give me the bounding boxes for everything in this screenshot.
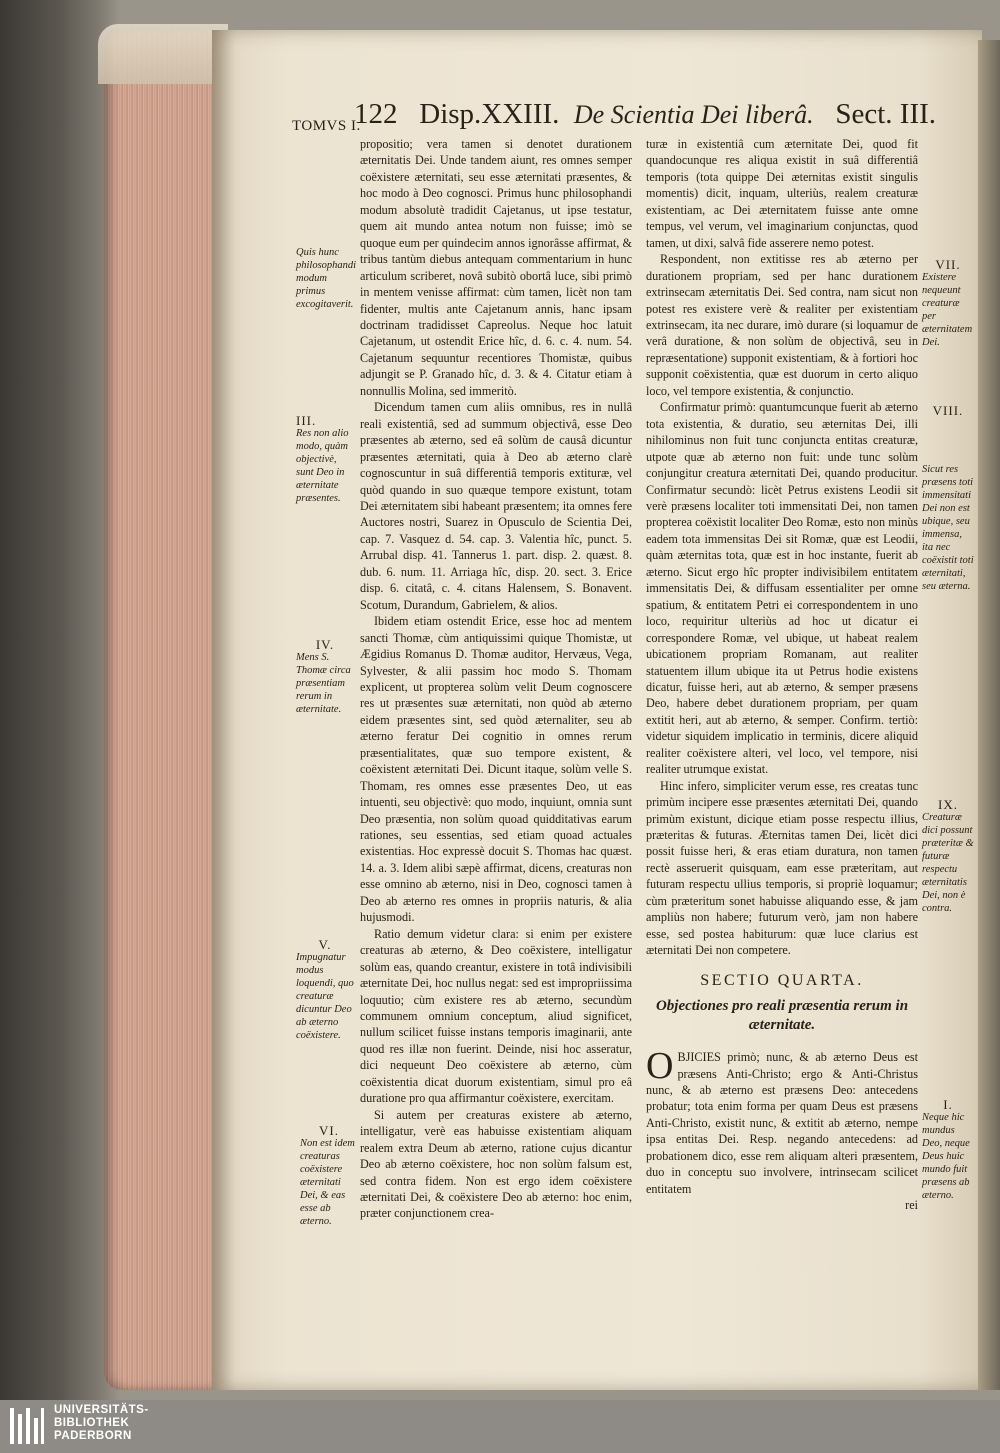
logo-line: UNIVERSITÄTS- <box>54 1404 149 1416</box>
paragraph: propositio; vera tamen si denotet durationem æternitatis Dei. Unde tandem aiunt, res omnes semper coëxistere æternitati, seu esse æternitati præsentes, & hoc modo à Deo cognosci. Primus hunc philosophandi modum absolutè tradidit Cajetanus, ut ipse testatur, quem ait mundo antea notum non fuisse; imò se quoque eum per quindecim annos ignorâsse affirmat, & tribus tantùm diebus antequam commentarium in hunc articulum scriberet, novâ subitò obortâ luce, sibi primò in mentem venisse affirmat: cùm tamen, licèt non tam fidenter, multis ante Cajetanum annis, hanc ipsam doctrinam tradidisset Capreolus. Neque hoc latuit Cajetanum, ut ostendit Erice hîc, d. 6. c. 4. num. 54. Cajetanum sequuntur recentiores Thomistæ, quibus adjungit se P. Granado hîc, d. 3. & 4. Citatur etiam à nonnullis Molina, sed immeritò. <box>360 137 632 398</box>
page-title: De Scientia Dei liberâ. <box>573 100 814 129</box>
left-margin-note-5 <box>300 1124 358 1228</box>
margin-text: Neque hic mundus Deo, neque Deus huic mundo fuit præsens ab æterno. <box>922 1112 970 1201</box>
book-fore-edge <box>104 28 216 1390</box>
section-label: Sect. III. <box>835 98 937 130</box>
logo-line: PADERBORN <box>54 1430 132 1442</box>
library-logo-icon <box>8 1404 46 1448</box>
paragraph-text: BJICIES primò; nunc, & ab æterno Deus est præsens Anti-Christo; ergo & Anti-Christus nunc, & ab æterno est præsens Deo: antecedens probatur; tota enim forma per quam Deus est præsens Anti-Christo, existit nunc, & extitit ab æterno, nempe ipsa entitas Dei. Resp. negando antecedens: ad probationem dico, esse rem aliquam alteri præsentem, duo in conceptu suo involvere, intrinsecam scilicet entitatem <box>646 1050 918 1196</box>
margin-text: Res non alio modo, quàm objectivè, sunt Deo in æternitate præsentes. <box>296 428 349 504</box>
paragraph: Hinc infero, simpliciter verum esse, res creatas tunc primùm incipere esse præsentes æternitati Dei, quando primùm existunt, dicique etiam posse respectu illius, præteritas & futuras. Æternitas tamen Dei, licèt dici possit fuisse heri, & eras etiam duratura, non tamen rectè asseruerit quisquam, eam esse præteritam, aut futuram respectu ullius temporis, si propriè loquamur; cùm præteritum sonet habuisse aliquando esse, & jam ampliùs non habere; futurum verò, jam non habere esse, sed postea habiturum: quæ luce clarius est æternitati Dei non competere. <box>646 778 918 958</box>
left-margin-note-4 <box>296 938 354 1042</box>
paragraph: Si autem per creaturas existere ab æterno, intelligatur, verè eas habuisse existentiam aliquam realem extra Deum ab æterno, ratione cujus dicantur Deo ab æterno coëxistere, hoc non solùm falsum est, sed contra fidem. Non est ergo idem coëxistere æternitati Dei, & coëxistere Deo ab æterno: hoc enim, præter conjunctionem crea- <box>360 1107 632 1221</box>
catchword: rei <box>905 1198 918 1213</box>
margin-number: IV. <box>315 637 335 652</box>
margin-text: Mens S. Thomæ circa præsentiam rerum in æternitate. <box>296 652 351 715</box>
paragraph: Ibidem etiam ostendit Erice, esse hoc ad mentem sancti Thomæ, cùm antiquissimi quique Thomistæ, ut Ægidius Romanus D. Thomæ auditor, Hervæus, Vega, Sylvester, & alii passim hoc modo S. Thomam explicent, ut propterea solùm velit Deum cognoscere res ut præsentes suæ æternitati, non quòd ab æterno eidem præsentes sint, sed quòd æternaliter, seu ab æterno feratur Dei cognitio in omnes rerum præsentialitates, quæ suo tempore existent, & coëxistent æternitati Dei. Dicunt itaque, solùm velle S. Thomam, res omnes esse præsentes Deo, ut eas intuenti, seu objectivè: quo modo, inquiunt, omnia sunt Deo præsentia, non solùm quoad quidditativas earum rationes, seu essentias, sed etiam quoad actuales existentias. Hoc expressè docuit S. Thomas hac quæst. 14. a. 3. Idem alibi sæpè affirmat, dicens, creaturas non esse omnino ab æterno, nisi in Deo, cognosci tamen à Deo ab æterno res omnes in propriis naturis, & alia hujusmodi. <box>360 614 632 925</box>
margin-text: Creaturæ dici possunt præteritæ & futuræ respectu æternitatis Dei, non è contra. <box>922 812 974 914</box>
book-corner <box>98 24 228 84</box>
page-number: 122 <box>354 98 398 130</box>
right-margin-note-2 <box>922 404 974 593</box>
margin-number: VII. <box>935 257 961 272</box>
library-footer-bar <box>0 1400 1000 1453</box>
disputation-label: Disp.XXIII. <box>419 98 560 130</box>
page-gutter <box>978 40 1000 1390</box>
section-heading: SECTIO QUARTA. <box>700 971 864 989</box>
paragraph: Confirmatur primò: quantumcunque fuerit ab æterno tota existentia, & duratio, seu æternitas Dei, illi nihilominus non fuit tunc conjuncta entitas creaturæ, utpote quæ ab æterno non fuit: unde tunc solùm conjungitur creatura æternitati Dei, quando producitur. Confirmatur secundò: licèt Petrus existens Leodii sit verè præsens localiter toti immensitati Dei, non tamen propterea coëxistit localiter Deo Romæ, esto non minùs eadem tota immensitas Dei sit Romæ, quæ est Leodii, quàm æternitas tota, quæ est in hoc instante, fuerit ab æterno. Sicut ergo hîc propter indivisibilem entitatem immensitatis Dei, & diffusam essentialiter per omne spatium, & entitatem Petri ei correspondentem in uno loco, requiritur ulteriùs ad hoc ut dicatur ei correspondere Romæ, vel ubique, ut habeat realem ubicationem propriam Romanam, aut realiter statuentem illum ubique ita ut Petrus hodie existens dicatur, fuisse heri, aut ab æterno, & semper præsens Deo, habere debet durationem propriam, per quam extitit heri, aut ab æterno, & semper. Confirm. tertiò: videtur siquidem implicatio in terminis, dicere aliquid realiter coëxistere alteri, vel loco, vel tempore, nisi realiter utrumque existat. <box>646 400 918 777</box>
paragraph: Ratio demum videtur clara: si enim per existere creaturas ab æterno, & Deo coëxistere, intelligatur solùm eas, quando creantur, existere in totâ indivisibili æternitate Dei, hoc nullus negat: sed est impropriissima loquutio; cùm existere res ab æterno, secundùm communem omnium conceptum, aliud significet, nullum scilicet fuisse instans temporis imaginarii, ante quod res illæ non fuerint. Deinde, nisi hoc asseratur, dici nequeunt Deo coëxistere ab æterno, cùm coëxistentia dicat duorum existentiam, simul pro eâ duratione pro qua affirmantur coëxistere, exercitam. <box>360 926 632 1106</box>
section-subheading: Objectiones pro reali præsentia rerum in æternitate. <box>655 998 909 1034</box>
header-tomus: TOMVS I. <box>292 118 361 134</box>
margin-number: IX. <box>938 797 958 812</box>
paragraph: Respondent, non extitisse res ab æterno per durationem propriam, sed per hanc durationem extrinsecam æternitatis Dei. Sed contra, nam sicut non potest res existere verè & realiter per existentiam extrinsecam, ita nec durare, imò durare (si loquamur de verâ duratione, & non solùm de objectivâ, seu in repræsentatione) supponit existentiam, & à fortiori hoc supponit coëxistentia, quæ est duorum in certo aliquo loco, vel tempore existentia, & conjunctio. <box>646 252 918 398</box>
paragraph <box>646 1045 918 1197</box>
logo-line: BIBLIOTHEK <box>54 1417 130 1429</box>
right-text-column <box>646 136 918 1214</box>
paragraph: turæ in existentiâ cum æternitate Dei, quod fit quandocunque res aliqua existit in suâ differentiâ temporis (tota quippe Dei æternitas existit singulis momentis) dicit, inquam, ulteriùs, realem creaturæ existentiam, ac Dei æternitatem fuisse ante omne tempus, vel verum, vel imaginarium conjunctas, quod tamen, ut dixi, salvâ fide asserere nemo potest. <box>646 137 918 250</box>
margin-number: VIII. <box>932 403 964 418</box>
left-text-column <box>360 136 632 1222</box>
margin-text: Impugnatur modus loquendi, quo creaturæ dicuntur Deo ab æterno coëxistere. <box>296 952 354 1041</box>
margin-number: VI. <box>319 1123 339 1138</box>
left-margin-note-1: Quis hunc philosophandi modum primus excogitaverit. <box>296 247 357 310</box>
drop-cap: O <box>646 1045 674 1088</box>
margin-number: I. <box>943 1097 953 1112</box>
right-margin-note-1 <box>922 258 974 349</box>
left-margin-note-2 <box>296 414 354 505</box>
margin-text: Sicut res præsens toti immensitati Dei non est ubique, seu immensa, ita nec coëxistit toti æternitati, seu æterna. <box>922 464 974 592</box>
right-margin-note-3 <box>922 798 974 915</box>
margin-text: Existere nequeunt creaturæ per æternitatem Dei. <box>922 272 973 348</box>
library-logo-text <box>54 1404 149 1443</box>
paragraph: Dicendum tamen cum aliis omnibus, res in nullâ reali existentiâ, sed ad summum objectivâ, esse Deo præsentes ab æterno, sed eâ solùm de causâ dicuntur præsentes æternitati, quia à Deo ab æterno clarè cognoscuntur in suâ differentiâ temporis extituræ, vel quòd quando in suo quæque tempore existunt, totam Dei æternitatem sibi habeant præsentem; ita omnes fere Auctores nostri, Suarez in Opusculo de Scientia Dei, cap. 7. Vasquez d. 54. cap. 3. Valentia hîc, punct. 5. Arrubal disp. 41. Tannerus 1. part. disp. 2. quæst. 8. dub. 6. num. 11. Arriaga hîc, disp. 20. sect. 3. Erice disp. 6. citatâ, c. 4. citans Halensem, S. Bonavent. Scotum, Durandum, Gabrielem, & alios. <box>360 400 632 612</box>
left-margin-note-3 <box>296 638 354 716</box>
margin-number: III. <box>296 413 317 428</box>
right-margin-note-4 <box>922 1098 974 1202</box>
margin-text: Non est idem creaturas coëxistere æternitati Dei, & eas esse ab æterno. <box>300 1138 355 1227</box>
running-header <box>354 98 936 131</box>
margin-number: V. <box>318 937 332 952</box>
